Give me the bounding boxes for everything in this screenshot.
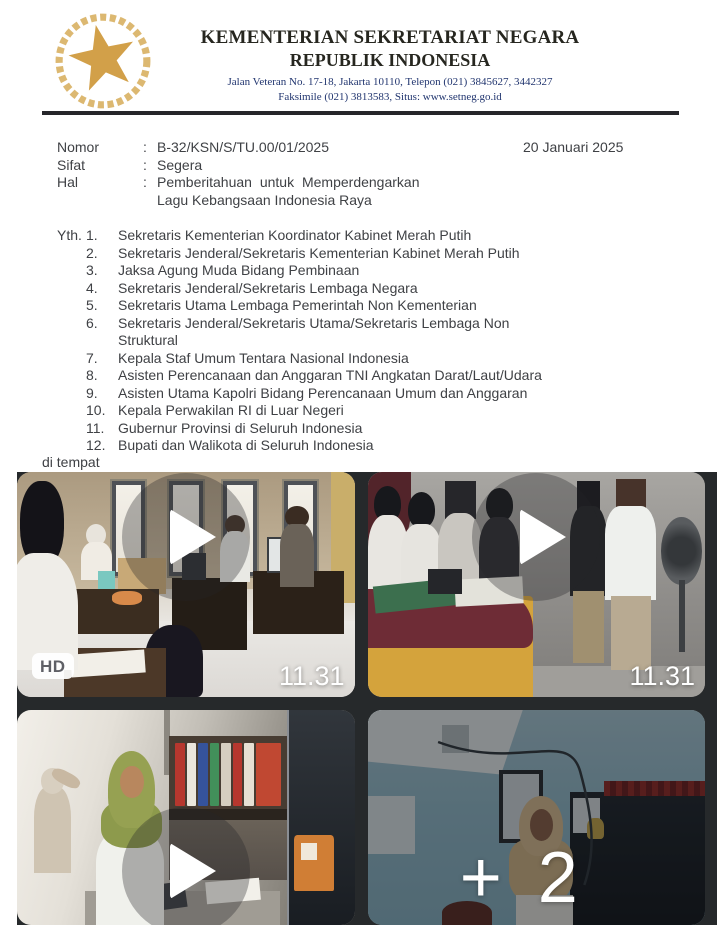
recipient-row [86,262,542,280]
play-button[interactable] [122,473,250,601]
recipient-number [86,332,118,350]
video-thumbnail-3[interactable] [17,710,355,925]
recipient-row [86,402,542,420]
recipient-number: 4. [86,279,98,296]
play-button[interactable] [122,807,250,925]
more-count-overlay: + 2 [459,837,586,918]
ministry-address-line1: Jalan Veteran No. 17-18, Jakarta 10110, Telepon (021) 3845627, 3442327 [227,76,553,88]
recipient-text: Sekretaris Jenderal/Sekretaris Kementerian Kabinet Merah Putih [118,244,520,261]
sifat-label: Sifat [57,156,86,173]
nomor-label: Nomor [57,139,100,155]
ministry-name-line1: KEMENTERIAN SEKRETARIAT NEGARA [200,27,580,48]
recipient-text: Sekretaris Kementerian Koordinator Kabinet Merah Putih [118,227,472,243]
colon: : [143,156,147,173]
recipient-text: Asisten Perencanaan dan Anggaran TNI Angkatan Darat/Laut/Udara [118,367,542,383]
colon: : [143,139,147,155]
recipient-row [86,367,542,385]
ministry-name-line2: REPUBLIK INDONESIA [289,50,491,70]
sifat-value: Segera [157,156,203,173]
recipient-row [86,437,542,455]
video-thumbnail-2[interactable] [368,472,706,697]
hal-value: Pemberitahuan untuk Memperdengarkan [157,174,420,190]
recipient-text: Struktural [118,332,178,348]
recipient-text: Kepala Perwakilan RI di Luar Negeri [118,402,344,418]
colon: : [143,174,147,190]
recipient-row [86,350,542,368]
hal-label: Hal [57,174,79,190]
recipient-number: 8. [86,367,98,383]
recipient-number: 9. [86,384,98,401]
salutation: Yth. [57,227,82,243]
recipient-row [86,245,542,263]
hal-value-line2: Lagu Kebangsaan Indonesia Raya [157,191,372,208]
recipient-number: 7. [86,349,98,366]
recipient-text: Sekretaris Jenderal/Sekretaris Utama/Sekretaris Lembaga Non [118,314,510,331]
recipient-number: 6. [86,314,98,331]
recipient-number: 2. [86,244,98,261]
play-icon [170,509,216,565]
recipient-text: Jaksa Agung Muda Bidang Pembinaan [118,262,360,278]
ministry-emblem-icon [52,10,154,112]
video-duration: 11.31 [278,661,345,691]
recipient-row [86,315,542,333]
meta-row-hal [57,174,420,192]
recipient-row [86,280,542,298]
meta-row-nomor [57,139,420,157]
ministry-address-line2: Faksimile (021) 3813583, Situs: www.setneg.go.id [278,91,502,103]
recipient-text: Asisten Utama Kapolri Bidang Perencanaan Umum dan Anggaran [118,384,528,401]
letter-meta [57,139,420,209]
recipient-text: Sekretaris Jenderal/Sekretaris Lembaga Negara [118,279,418,296]
video-thumbnail-1[interactable] [17,472,355,697]
recipient-row [86,297,542,315]
recipient-number: 11. [86,419,105,436]
play-icon [170,843,216,899]
recipient-number: 5. [86,297,98,313]
recipient-number: 3. [86,262,98,278]
recipient-text: Kepala Staf Umum Tentara Nasional Indonesia [118,349,409,366]
recipient-number: 1. [86,227,98,243]
recipient-list [86,227,542,455]
recipient-row [86,385,542,403]
letterhead [180,27,600,105]
media-thumbnail-more[interactable] [368,710,706,925]
play-button[interactable] [472,473,600,601]
recipient-row [86,420,542,438]
media-grid [17,472,717,925]
recipient-text: Gubernur Provinsi di Seluruh Indonesia [118,419,363,436]
recipient-row [86,227,542,245]
recipient-text: Bupati dan Walikota di Seluruh Indonesia [118,437,374,453]
recipient-text: Sekretaris Utama Lembaga Pemerintah Non Kementerian [118,297,477,313]
video-duration: 11.31 [629,661,695,691]
letter-date: 20 Januari 2025 [523,139,624,155]
hd-badge: HD [32,653,74,679]
nomor-value: B-32/KSN/S/TU.00/01/2025 [157,139,329,155]
closing-di-tempat: di tempat [42,454,100,470]
recipient-number: 12. [86,437,106,453]
meta-row-sifat [57,157,420,175]
play-icon [520,509,566,565]
letterhead-divider [42,111,679,115]
recipient-row-wrap [86,332,542,350]
recipient-number: 10. [86,402,106,418]
